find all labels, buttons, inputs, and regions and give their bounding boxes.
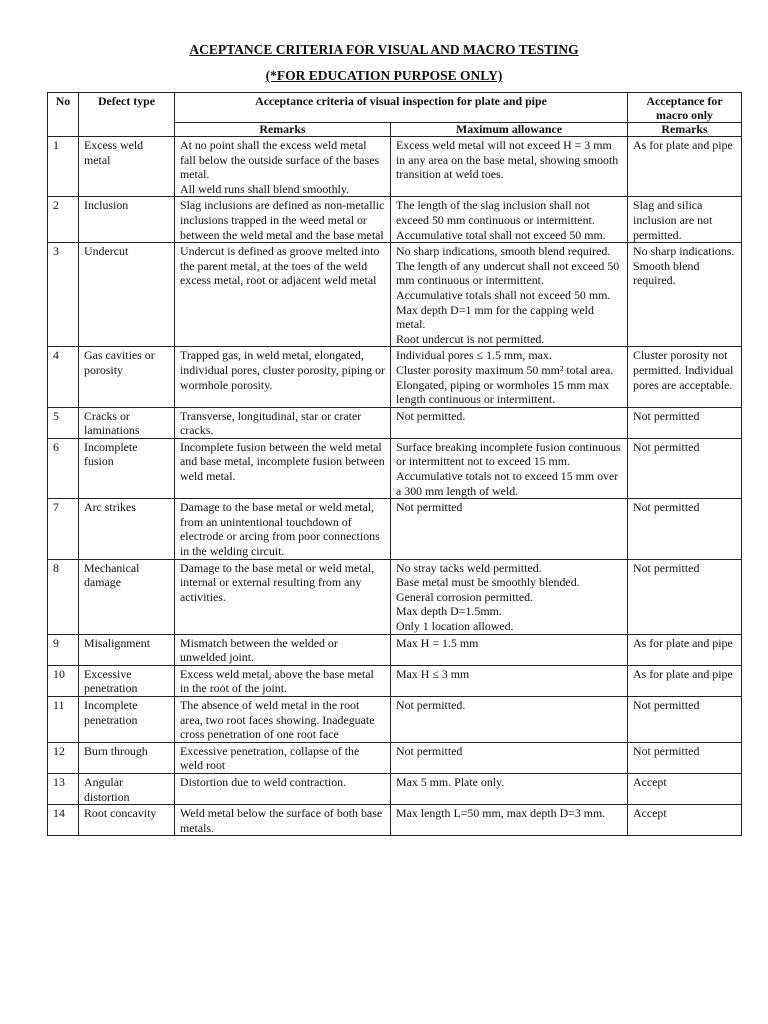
table-row — [48, 665, 742, 696]
row-number: 10 — [48, 665, 79, 696]
allowance-text: Accumulative totals not to exceed 15 mm over a 300 mm length of weld. — [396, 469, 619, 498]
table-row — [48, 197, 742, 243]
remarks-text: Transverse, longitudinal, star or crater cracks. — [180, 408, 362, 438]
remarks-cell — [175, 665, 391, 696]
maximum-allowance-cell — [391, 805, 628, 836]
defect-type: Inclusion — [79, 197, 175, 243]
row-number: 7 — [48, 499, 79, 559]
remarks-cell — [175, 137, 391, 197]
allowance-text: Max H ≤ 3 mm — [396, 666, 470, 681]
maximum-allowance-cell — [391, 243, 628, 347]
remarks-cell — [175, 407, 391, 438]
remarks-text: Distortion due to weld contraction. — [180, 774, 347, 789]
allowance-text: Not permitted — [396, 743, 463, 758]
remarks-text: At no point shall the excess weld metal fall below the outside surface of the bases metal. — [180, 138, 380, 182]
remarks-cell — [175, 634, 391, 665]
remarks-cell — [175, 243, 391, 347]
table-row — [48, 347, 742, 407]
macro-remarks: Not permitted — [628, 438, 742, 498]
row-number: 5 — [48, 407, 79, 438]
remarks-text: Damage to the base metal or weld metal, from an unintentional touchdown of electrode or arcing from poor connections in the welding circuit. — [180, 500, 380, 559]
row-number: 4 — [48, 347, 79, 407]
allowance-text: Max length L=50 mm, max depth D=3 mm. — [396, 806, 606, 821]
defect-type: Undercut — [79, 243, 175, 347]
allowance-text: Cluster porosity maximum 50 mm² total area. — [396, 362, 614, 377]
maximum-allowance-cell — [391, 742, 628, 773]
row-number: 2 — [48, 197, 79, 243]
row-number: 8 — [48, 559, 79, 634]
maximum-allowance-cell — [391, 197, 628, 243]
table-body — [48, 137, 742, 836]
table-row — [48, 742, 742, 773]
defect-type: Mechanical damage — [79, 559, 175, 634]
maximum-allowance-cell — [391, 634, 628, 665]
remarks-text: The absence of weld metal in the root area, two root faces showing. Inadeguate cross penetration of one root face — [180, 697, 375, 742]
remarks-text: Excess weld metal, above the base metal in the root of the joint. — [180, 666, 374, 696]
macro-remarks: Cluster porosity not permitted. Individual pores are acceptable. — [628, 347, 742, 407]
table-row — [48, 438, 742, 498]
allowance-text: Max depth D=1 mm for the capping weld metal. — [396, 302, 594, 332]
defect-type: Incomplete fusion — [79, 438, 175, 498]
macro-remarks: Accept — [628, 773, 742, 804]
remarks-text: Incomplete fusion between the weld metal and base metal, incomplete fusion between weld metal. — [180, 439, 385, 484]
allowance-text: Elongated, piping or wormholes 15 mm max length continuous or intermittent. — [396, 377, 610, 407]
allowance-text: Not permitted. — [396, 697, 466, 712]
allowance-text: General corrosion permitted. — [396, 589, 534, 604]
macro-remarks: As for plate and pipe — [628, 665, 742, 696]
remarks-text: Excessive penetration, collapse of the weld root — [180, 743, 360, 773]
remarks-cell — [175, 805, 391, 836]
table-row — [48, 137, 742, 197]
remarks-cell — [175, 499, 391, 559]
header-defect-type: Defect type — [79, 93, 175, 137]
table-row — [48, 696, 742, 742]
document-subtitle: (*FOR EDUCATION PURPOSE ONLY) — [265, 68, 503, 83]
macro-remarks: Not permitted — [628, 559, 742, 634]
allowance-text: Root undercut is not permitted. — [396, 331, 545, 346]
maximum-allowance-cell — [391, 559, 628, 634]
remarks-cell — [175, 696, 391, 742]
defect-type: Gas cavities or porosity — [79, 347, 175, 407]
remarks-cell — [175, 347, 391, 407]
remarks-text: Damage to the base metal or weld metal, internal or external resulting from any activities. — [180, 560, 375, 604]
remarks-cell — [175, 742, 391, 773]
remarks-cell — [175, 438, 391, 498]
defect-type: Excess weld metal — [79, 137, 175, 197]
document-title: ACEPTANCE CRITERIA FOR VISUAL AND MACRO TESTING — [189, 42, 579, 57]
table-row — [48, 773, 742, 804]
allowance-text: Base metal must be smoothly blended. — [396, 575, 580, 590]
table-row — [48, 559, 742, 634]
allowance-text: Not permitted — [396, 500, 463, 515]
allowance-text: The length of any undercut shall not exceed 50 mm continuous or intermittent. — [396, 258, 620, 288]
defect-type: Angular distortion — [79, 773, 175, 804]
row-number: 11 — [48, 696, 79, 742]
row-number: 13 — [48, 773, 79, 804]
macro-remarks: As for plate and pipe — [628, 634, 742, 665]
defect-type: Cracks or laminations — [79, 407, 175, 438]
row-number: 9 — [48, 634, 79, 665]
allowance-text: Accumulative total shall not exceed 50 mm. — [396, 227, 606, 242]
maximum-allowance-cell — [391, 696, 628, 742]
macro-remarks: Accept — [628, 805, 742, 836]
remarks-text: Slag inclusions are defined as non-metallic inclusions trapped in the weed metal or between the weld metal and the base metal — [180, 198, 385, 242]
row-number: 12 — [48, 742, 79, 773]
remarks-text: All weld runs shall blend smoothly. — [180, 181, 349, 196]
allowance-text: No sharp indications, smooth blend required. — [396, 244, 611, 259]
allowance-text: The length of the slag inclusion shall not exceed 50 mm continuous or intermittent. — [396, 198, 595, 227]
header-visual-criteria: Acceptance criteria of visual inspection for plate and pipe — [175, 93, 628, 123]
row-number: 14 — [48, 805, 79, 836]
remarks-cell — [175, 559, 391, 634]
header-no: No — [48, 93, 79, 137]
allowance-text: Individual pores ≤ 1.5 mm, max. — [396, 348, 552, 363]
header-remarks: Remarks — [175, 123, 391, 137]
table-row — [48, 805, 742, 836]
macro-remarks: No sharp indications. Smooth blend required. — [628, 243, 742, 347]
allowance-text: Max depth D=1.5mm. — [396, 604, 502, 619]
allowance-text: Accumulative totals shall not exceed 50 mm. — [396, 287, 611, 302]
row-number: 6 — [48, 438, 79, 498]
allowance-text: Only 1 location allowed. — [396, 619, 514, 633]
table-row — [48, 499, 742, 559]
macro-remarks: Not permitted — [628, 407, 742, 438]
allowance-text: Max H = 1.5 mm — [396, 635, 479, 650]
defect-type: Misalignment — [79, 634, 175, 665]
macro-remarks: Slag and silica inclusion are not permitted. — [628, 197, 742, 243]
allowance-text: Not permitted. — [396, 408, 466, 423]
remarks-text: Trapped gas, in weld metal, elongated, individual pores, cluster porosity, piping or wormhole porosity. — [180, 348, 385, 392]
header-macro: Acceptance for macro only — [628, 93, 742, 123]
defect-type: Incomplete penetration — [79, 696, 175, 742]
remarks-text: Mismatch between the welded or unwelded joint. — [180, 635, 338, 665]
remarks-text: Undercut is defined as groove melted into the parent metal, at the toes of the weld excess metal, root or adjacent weld metal — [180, 244, 380, 288]
remarks-cell — [175, 773, 391, 804]
macro-remarks: As for plate and pipe — [628, 137, 742, 197]
macro-remarks: Not permitted — [628, 499, 742, 559]
maximum-allowance-cell — [391, 438, 628, 498]
allowance-text: Surface breaking incomplete fusion continuous or intermittent not to exceed 15 mm. — [396, 439, 621, 469]
table-row — [48, 634, 742, 665]
maximum-allowance-cell — [391, 137, 628, 197]
row-number: 1 — [48, 137, 79, 197]
maximum-allowance-cell — [391, 347, 628, 407]
acceptance-criteria-table — [47, 92, 742, 836]
header-macro-remarks: Remarks — [628, 123, 742, 137]
table-row — [48, 407, 742, 438]
defect-type: Root concavity — [79, 805, 175, 836]
maximum-allowance-cell — [391, 665, 628, 696]
maximum-allowance-cell — [391, 773, 628, 804]
allowance-text: Excess weld metal will not exceed H = 3 mm in any area on the base metal, showing smooth transition at weld toes. — [396, 138, 619, 182]
maximum-allowance-cell — [391, 499, 628, 559]
allowance-text: No stray tacks weld permitted. — [396, 560, 542, 575]
maximum-allowance-cell — [391, 407, 628, 438]
remarks-text: Weld metal below the surface of both base metals. — [180, 806, 383, 835]
macro-remarks: Not permitted — [628, 696, 742, 742]
allowance-text: Max 5 mm. Plate only. — [396, 774, 505, 789]
header-maximum-allowance: Maximum allowance — [391, 123, 628, 137]
defect-type: Arc strikes — [79, 499, 175, 559]
table-row — [48, 243, 742, 347]
remarks-cell — [175, 197, 391, 243]
row-number: 3 — [48, 243, 79, 347]
defect-type: Excessive penetration — [79, 665, 175, 696]
defect-type: Burn through — [79, 742, 175, 773]
macro-remarks: Not permitted — [628, 742, 742, 773]
